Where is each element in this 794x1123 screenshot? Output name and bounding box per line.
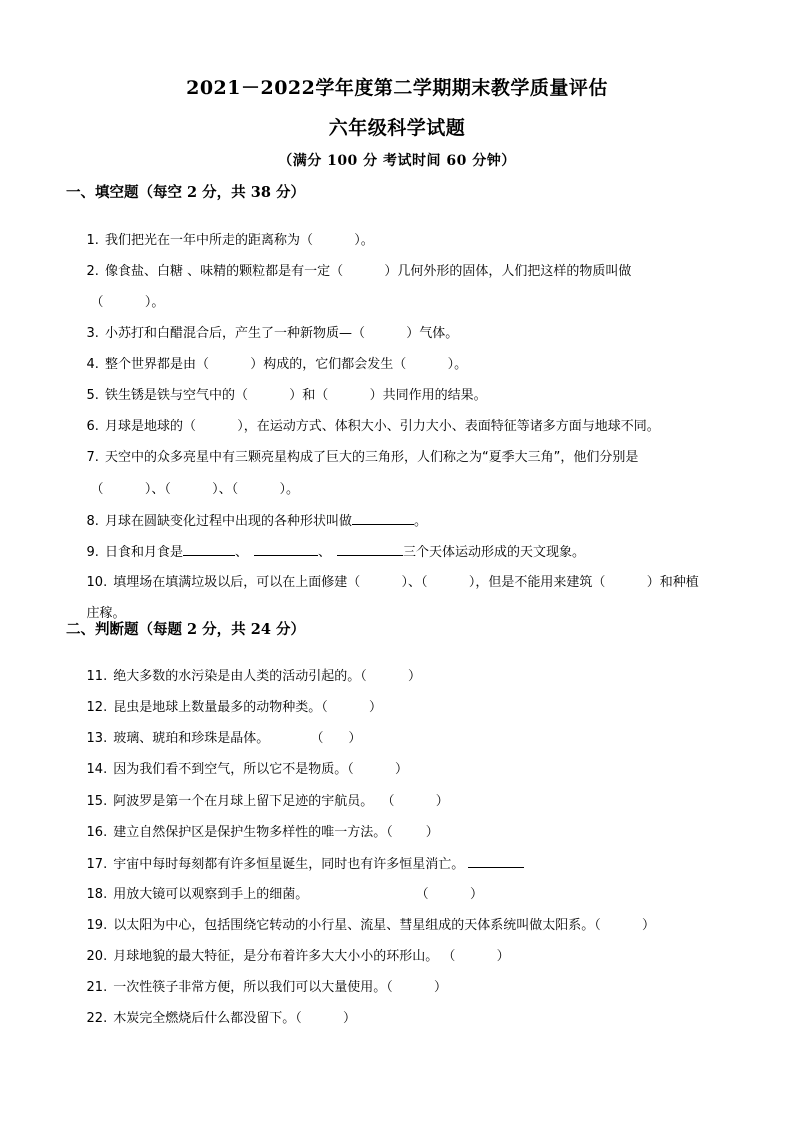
- question-number: 7.: [86, 450, 99, 465]
- question-text: 填埋场在填满垃圾以后，可以在上面修建（ ）、（ ），但是不能用来建筑（ ）和种植: [113, 575, 699, 590]
- section-heading-fill-in: 一、填空题（每空 2 分，共 38 分）: [66, 184, 305, 201]
- separator: 、: [234, 545, 248, 560]
- question-text-end: 三个天体运动形成的天文现象。: [402, 545, 585, 560]
- question-number: 12.: [86, 700, 108, 715]
- question-number: 5.: [86, 388, 99, 403]
- section-heading-true-false: 二、判断题（每题 2 分，共 24 分）: [66, 621, 305, 638]
- question-text: 月球是地球的（ ），在运动方式、体积大小、引力大小、表面特征等诸多方面与地球不同。: [104, 419, 660, 434]
- question-number: 20.: [86, 949, 108, 964]
- question-number: 10.: [86, 575, 108, 590]
- question-text: 阿波罗是第一个在月球上留下足迹的宇航员。 （ ）: [113, 794, 449, 809]
- question-text: 庄稼。: [86, 606, 126, 621]
- question-number: 16.: [86, 825, 108, 840]
- question-text: 玻璃、琥珀和珍珠是晶体。 （ ）: [113, 731, 362, 746]
- question-text-end: 。: [413, 514, 427, 529]
- question-text: 月球在圆缺变化过程中出现的各种形状叫做: [104, 514, 352, 529]
- question-number: 6.: [86, 419, 99, 434]
- question-text: 日食和月食是: [104, 545, 183, 560]
- question-number: 21.: [86, 980, 108, 995]
- question-number: 4.: [86, 357, 99, 372]
- question-number: 8.: [86, 514, 99, 529]
- question-text: 昆虫是地球上数量最多的动物种类。（ ）: [113, 700, 383, 715]
- answer-blank[interactable]: [468, 855, 524, 868]
- question-text: 天空中的众多亮星中有三颗亮星构成了巨大的三角形，人们称之为“夏季大三角”，他们分别是: [104, 450, 639, 465]
- question-number: 22.: [86, 1011, 108, 1026]
- question-number: 17.: [86, 857, 108, 872]
- answer-blank[interactable]: [254, 543, 318, 556]
- answer-blank[interactable]: [183, 543, 235, 556]
- question-number: 15.: [86, 794, 108, 809]
- question-number: 18.: [86, 887, 108, 902]
- question-10: [70, 556, 699, 610]
- answer-blank[interactable]: [337, 543, 403, 556]
- question-22: [70, 992, 356, 1046]
- question-text: 月球地貌的最大特征，是分布着许多大大小小的环形山。 （ ）: [113, 949, 510, 964]
- question-number: 3.: [86, 326, 99, 341]
- separator: 、: [317, 545, 331, 560]
- question-text: 建立自然保护区是保护生物多样性的唯一方法。（ ）: [113, 825, 439, 840]
- question-text: 因为我们看不到空气，所以它不是物质。（ ）: [113, 762, 409, 777]
- answer-blank[interactable]: [352, 512, 414, 525]
- question-number: 14.: [86, 762, 108, 777]
- question-number: 11.: [86, 669, 108, 684]
- question-text: 一次性筷子非常方便，所以我们可以大量使用。（ ）: [113, 980, 448, 995]
- question-number: 1.: [86, 233, 99, 248]
- question-text: 像食盐、白糖 、味精的颗粒都是有一定（ ）几何外形的固体，人们把这样的物质叫做: [104, 264, 632, 279]
- question-text: 木炭完全燃烧后什么都没留下。（ ）: [113, 1011, 357, 1026]
- question-number: 9.: [86, 545, 99, 560]
- question-text: 宇宙中每时每刻都有许多恒星诞生，同时也有许多恒星消亡。: [113, 857, 465, 872]
- exam-title: 2021－2022学年度第二学期期末教学质量评估: [186, 77, 608, 99]
- exam-note: （满分 100 分 考试时间 60 分钟）: [278, 153, 516, 169]
- question-text: 以太阳为中心，包括围绕它转动的小行星、流星、彗星组成的天体系统叫做太阳系。（ ）: [113, 918, 656, 933]
- question-text: （ ）。: [90, 295, 165, 310]
- question-text: 我们把光在一年中所走的距离称为（ ）。: [104, 233, 374, 248]
- exam-subtitle: 六年级科学试题: [328, 117, 466, 139]
- question-text: 整个世界都是由（ ）构成的，它们都会发生（ ）。: [104, 357, 468, 372]
- question-number: 13.: [86, 731, 108, 746]
- question-text: 铁生锈是铁与空气中的（ ）和（ ）共同作用的结果。: [104, 388, 487, 403]
- question-text: （ ）、（ ）、（ ）。: [90, 482, 300, 497]
- question-number: 2.: [86, 264, 99, 279]
- question-text: 绝大多数的水污染是由人类的活动引起的。（ ）: [113, 669, 422, 684]
- question-text: 小苏打和白醋混合后，产生了一种新物质—（ ）气体。: [104, 326, 459, 341]
- question-text: 用放大镜可以观察到手上的细菌。 （ ）: [113, 887, 483, 902]
- question-number: 19.: [86, 918, 108, 933]
